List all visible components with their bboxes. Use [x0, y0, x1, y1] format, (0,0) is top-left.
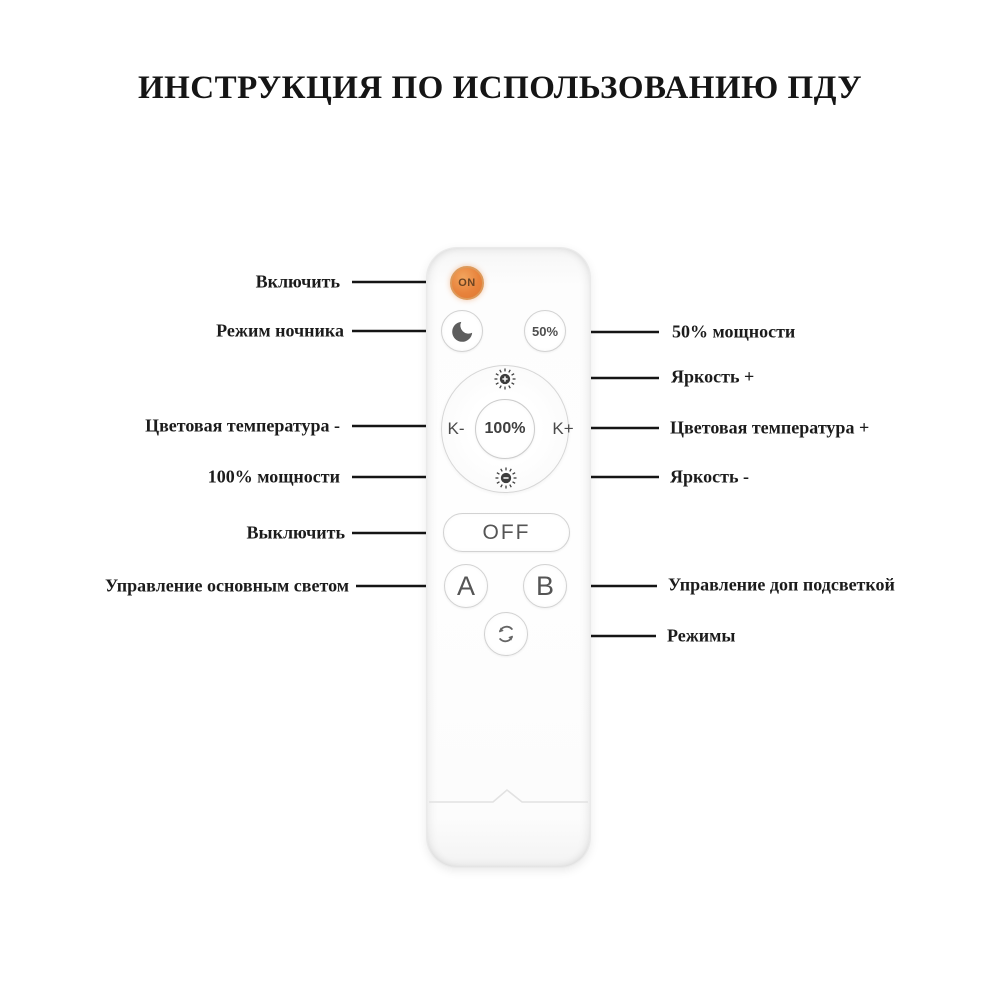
cycle-icon	[492, 620, 520, 648]
remote-control-body	[427, 248, 590, 867]
channel-a-button[interactable]: A	[444, 564, 488, 608]
channel-b-button[interactable]: B	[523, 564, 567, 608]
night-mode-button[interactable]	[441, 310, 483, 352]
off-button[interactable]: OFF	[443, 513, 570, 552]
label-brightness-minus: Яркость -	[670, 466, 749, 487]
sun-minus-icon	[494, 478, 518, 493]
half-power-button[interactable]: 50%	[524, 310, 566, 352]
label-main-light-control: Управление основным светом	[105, 575, 349, 596]
label-brightness-plus: Яркость +	[671, 366, 755, 387]
label-night-mode: Режим ночника	[216, 320, 344, 341]
on-button[interactable]: ON	[450, 266, 484, 300]
brightness-up-button[interactable]	[491, 365, 519, 393]
page-title: ИНСТРУКЦИЯ ПО ИСПОЛЬЗОВАНИЮ ПДУ	[137, 70, 863, 106]
label-half-power: 50% мощности	[672, 321, 796, 342]
label-aux-light-control: Управление доп подсветкой	[668, 574, 895, 595]
label-turn-off: Выключить	[246, 522, 345, 543]
label-full-power: 100% мощности	[207, 466, 340, 487]
label-modes: Режимы	[667, 625, 736, 646]
sun-plus-icon	[493, 379, 517, 394]
label-color-temp-minus: Цветовая температура -	[145, 415, 340, 436]
brightness-down-button[interactable]	[492, 464, 520, 492]
modes-button[interactable]	[484, 612, 528, 656]
full-power-button[interactable]: 100%	[475, 399, 535, 459]
color-temp-down-button[interactable]: K-	[444, 417, 469, 441]
color-temp-up-button[interactable]: K+	[548, 417, 577, 441]
moon-icon	[449, 318, 476, 345]
label-turn-on: Включить	[255, 271, 340, 292]
label-color-temp-plus: Цветовая температура +	[670, 417, 870, 438]
